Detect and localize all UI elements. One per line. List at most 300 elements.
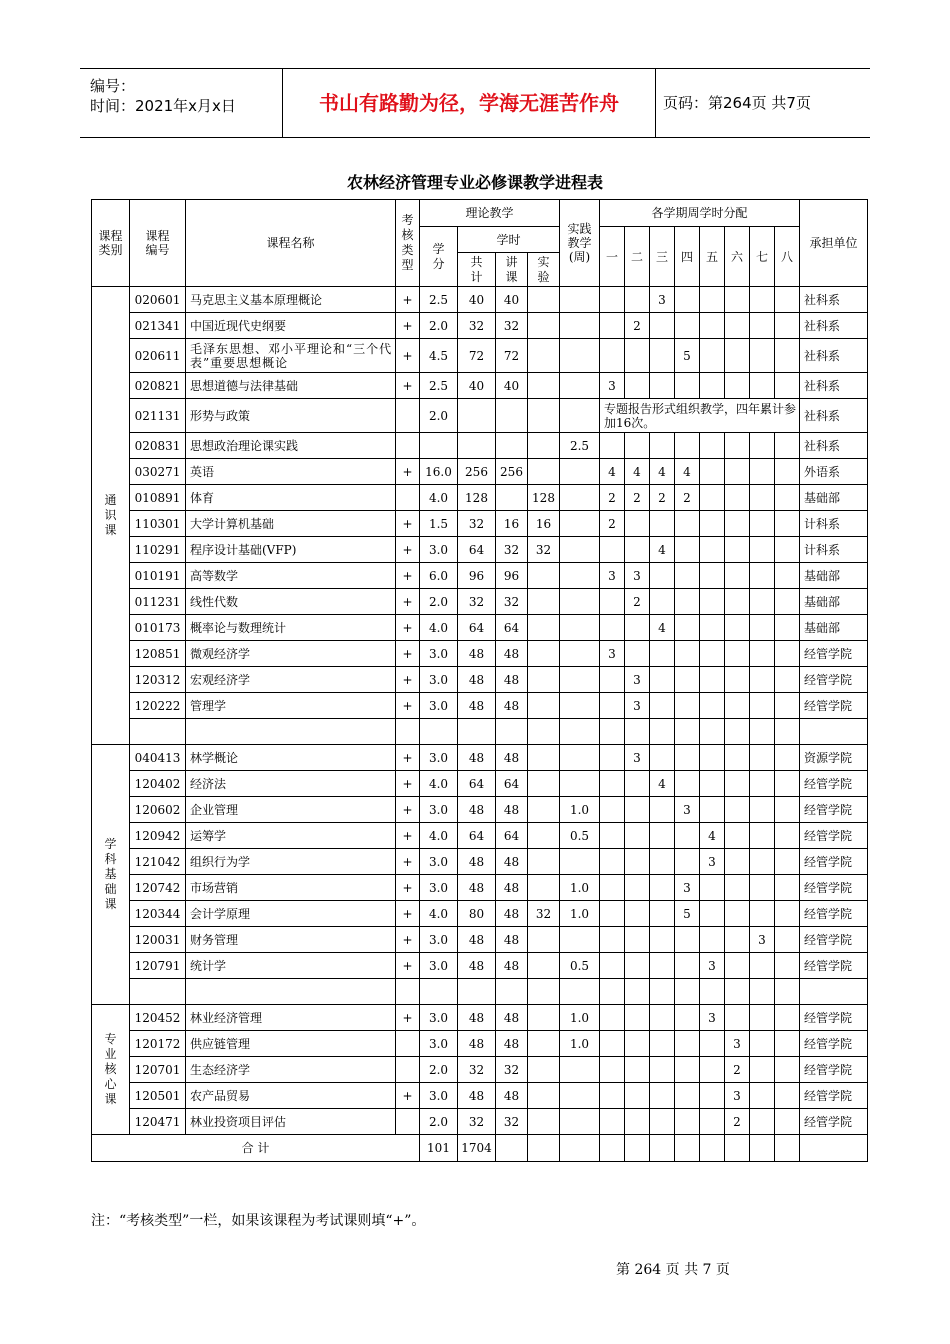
semester-cell: 4 xyxy=(650,537,675,563)
dept-cell: 社科系 xyxy=(800,313,868,339)
date-label: 时间：2021年x月x日 xyxy=(90,97,236,115)
semester-cell: 3 xyxy=(625,745,650,771)
lab-cell xyxy=(528,287,560,313)
total-cell: 32 xyxy=(458,1057,496,1083)
semester-cell: 5 xyxy=(675,901,700,927)
semester-cell xyxy=(675,953,700,979)
semester-cell xyxy=(700,433,725,459)
semester-cell: 3 xyxy=(700,953,725,979)
semester-cell xyxy=(650,927,675,953)
semester-cell xyxy=(675,615,700,641)
credits-cell xyxy=(420,979,458,1005)
semester-cell xyxy=(600,771,625,797)
semester-cell xyxy=(725,485,750,511)
practice-cell xyxy=(560,511,600,537)
semester-cell: 3 xyxy=(625,563,650,589)
code-cell: 020601 xyxy=(130,287,186,313)
name-cell: 英语 xyxy=(186,459,396,485)
table-row xyxy=(92,823,868,849)
semester-cell xyxy=(700,641,725,667)
name-cell: 组织行为学 xyxy=(186,849,396,875)
name-cell: 经济法 xyxy=(186,771,396,797)
total-cell: 64 xyxy=(458,615,496,641)
table-row xyxy=(92,901,868,927)
credits-cell xyxy=(420,719,458,745)
code-cell: 120402 xyxy=(130,771,186,797)
name-cell: 林学概论 xyxy=(186,745,396,771)
col-credits: 学分 xyxy=(420,227,458,287)
table-row xyxy=(92,641,868,667)
semester-cell xyxy=(625,953,650,979)
semester-cell xyxy=(750,823,775,849)
name-cell: 马克思主义基本原理概论 xyxy=(186,287,396,313)
semester-cell xyxy=(675,511,700,537)
name-cell: 宏观经济学 xyxy=(186,667,396,693)
credits-cell: 6.0 xyxy=(420,563,458,589)
lecture-cell: 48 xyxy=(496,1031,528,1057)
semester-cell xyxy=(625,373,650,399)
semester-cell xyxy=(600,875,625,901)
total-cell: 80 xyxy=(458,901,496,927)
dept-cell: 社科系 xyxy=(800,433,868,459)
name-cell: 生态经济学 xyxy=(186,1057,396,1083)
semester-cell xyxy=(725,771,750,797)
semester-cell xyxy=(775,433,800,459)
empty-cell xyxy=(800,1135,868,1162)
practice-cell: 1.0 xyxy=(560,797,600,823)
dept-cell: 经管学院 xyxy=(800,849,868,875)
semester-cell xyxy=(625,615,650,641)
semester-cell xyxy=(775,511,800,537)
lecture-cell: 40 xyxy=(496,287,528,313)
semester-cell xyxy=(775,313,800,339)
credits-cell: 3.0 xyxy=(420,927,458,953)
name-cell: 思想道德与法律基础 xyxy=(186,373,396,399)
sem-4: 四 xyxy=(675,227,700,287)
dept-cell: 经管学院 xyxy=(800,1083,868,1109)
semester-cell: 3 xyxy=(675,797,700,823)
semester-cell xyxy=(725,667,750,693)
practice-cell xyxy=(560,745,600,771)
total-credits: 101 xyxy=(420,1135,458,1162)
exam-cell xyxy=(396,1031,420,1057)
dept-cell: 社科系 xyxy=(800,287,868,313)
table-row xyxy=(92,373,868,399)
semester-cell xyxy=(750,771,775,797)
exam-cell: + xyxy=(396,901,420,927)
semester-cell: 2 xyxy=(675,485,700,511)
semester-cell xyxy=(750,485,775,511)
category-cell: 通识课 xyxy=(92,287,130,745)
semester-cell xyxy=(700,511,725,537)
semester-cell xyxy=(750,719,775,745)
lab-cell xyxy=(528,1109,560,1135)
semester-cell xyxy=(675,1005,700,1031)
code-cell: 010191 xyxy=(130,563,186,589)
practice-cell: 0.5 xyxy=(560,953,600,979)
semester-cell xyxy=(725,459,750,485)
empty-cell xyxy=(560,1135,600,1162)
semester-cell xyxy=(600,667,625,693)
page-footer: 第 264 页 共 7 页 xyxy=(616,1262,730,1278)
table-row xyxy=(92,979,868,1005)
credits-cell: 2.0 xyxy=(420,589,458,615)
empty-cell xyxy=(750,1135,775,1162)
empty-cell xyxy=(725,1135,750,1162)
semester-cell: 2 xyxy=(625,313,650,339)
semester-cell xyxy=(600,1005,625,1031)
total-cell: 48 xyxy=(458,875,496,901)
credits-cell: 3.0 xyxy=(420,667,458,693)
name-cell: 会计学原理 xyxy=(186,901,396,927)
practice-cell xyxy=(560,1083,600,1109)
name-cell: 运筹学 xyxy=(186,823,396,849)
table-row xyxy=(92,459,868,485)
dept-cell: 社科系 xyxy=(800,399,868,433)
lab-cell xyxy=(528,849,560,875)
semester-cell xyxy=(675,589,700,615)
semester-cell xyxy=(600,537,625,563)
exam-cell: + xyxy=(396,771,420,797)
lab-cell xyxy=(528,693,560,719)
semester-cell xyxy=(600,927,625,953)
semester-cell xyxy=(675,1031,700,1057)
semester-cell xyxy=(650,693,675,719)
lecture-cell xyxy=(496,485,528,511)
practice-cell: 1.0 xyxy=(560,875,600,901)
code-cell: 120452 xyxy=(130,1005,186,1031)
empty-cell xyxy=(700,1135,725,1162)
semester-cell xyxy=(700,615,725,641)
lecture-cell: 96 xyxy=(496,563,528,589)
credits-cell: 2.0 xyxy=(420,1109,458,1135)
semester-cell xyxy=(775,1109,800,1135)
name-cell: 财务管理 xyxy=(186,927,396,953)
table-row xyxy=(92,399,868,433)
code-cell xyxy=(130,979,186,1005)
code-cell: 110291 xyxy=(130,537,186,563)
exam-cell xyxy=(396,1057,420,1083)
semester-cell xyxy=(700,373,725,399)
semester-cell xyxy=(675,1057,700,1083)
semester-cell xyxy=(750,797,775,823)
col-practice: 实践教学(周) xyxy=(560,200,600,287)
total-cell: 32 xyxy=(458,589,496,615)
sem-3: 三 xyxy=(650,227,675,287)
empty-cell xyxy=(650,1135,675,1162)
code-cell: 010173 xyxy=(130,615,186,641)
dept-cell: 计科系 xyxy=(800,511,868,537)
exam-cell: + xyxy=(396,823,420,849)
semester-cell xyxy=(725,953,750,979)
exam-cell: + xyxy=(396,641,420,667)
semester-cell xyxy=(625,433,650,459)
semester-cell xyxy=(700,1031,725,1057)
semester-cell xyxy=(750,563,775,589)
exam-cell: + xyxy=(396,459,420,485)
credits-cell: 2.0 xyxy=(420,1057,458,1083)
semester-cell: 4 xyxy=(625,459,650,485)
semester-cell xyxy=(700,719,725,745)
credits-cell: 3.0 xyxy=(420,1031,458,1057)
semester-cell xyxy=(675,745,700,771)
exam-cell xyxy=(396,719,420,745)
semester-cell xyxy=(700,287,725,313)
semester-cell xyxy=(750,339,775,373)
semester-cell xyxy=(650,641,675,667)
semester-cell xyxy=(775,667,800,693)
exam-cell: + xyxy=(396,667,420,693)
total-cell: 64 xyxy=(458,771,496,797)
dept-cell: 基础部 xyxy=(800,563,868,589)
col-name: 课程名称 xyxy=(186,200,396,287)
semester-cell xyxy=(750,589,775,615)
lab-cell xyxy=(528,1057,560,1083)
lab-cell xyxy=(528,615,560,641)
semester-cell xyxy=(675,287,700,313)
exam-cell: + xyxy=(396,797,420,823)
semester-cell xyxy=(700,979,725,1005)
semester-cell xyxy=(700,667,725,693)
dept-cell: 外语系 xyxy=(800,459,868,485)
table-row xyxy=(92,287,868,313)
semester-cell xyxy=(600,745,625,771)
exam-cell: + xyxy=(396,537,420,563)
table-row xyxy=(92,1083,868,1109)
practice-cell: 0.5 xyxy=(560,823,600,849)
semester-cell xyxy=(775,745,800,771)
name-cell: 思想政治理论课实践 xyxy=(186,433,396,459)
practice-cell xyxy=(560,459,600,485)
table-row xyxy=(92,433,868,459)
semester-cell xyxy=(675,927,700,953)
semester-cell: 2 xyxy=(600,511,625,537)
lecture-cell: 48 xyxy=(496,1005,528,1031)
code-cell: 120701 xyxy=(130,1057,186,1083)
dept-cell: 社科系 xyxy=(800,339,868,373)
semester-cell xyxy=(625,641,650,667)
table-row xyxy=(92,693,868,719)
semester-cell xyxy=(650,719,675,745)
semester-cell xyxy=(600,589,625,615)
lecture-cell: 64 xyxy=(496,771,528,797)
name-cell: 体育 xyxy=(186,485,396,511)
semester-cell xyxy=(725,693,750,719)
empty-cell xyxy=(528,1135,560,1162)
code-cell: 030271 xyxy=(130,459,186,485)
credits-cell: 3.0 xyxy=(420,693,458,719)
table-row xyxy=(92,563,868,589)
exam-cell: + xyxy=(396,849,420,875)
table-row xyxy=(92,849,868,875)
semester-cell xyxy=(725,719,750,745)
total-cell: 32 xyxy=(458,313,496,339)
semester-cell xyxy=(750,1005,775,1031)
table-row xyxy=(92,1109,868,1135)
category-cell: 学科基础课 xyxy=(92,745,130,1005)
semester-cell xyxy=(750,1031,775,1057)
table-row xyxy=(92,953,868,979)
sem-6: 六 xyxy=(725,227,750,287)
dept-cell: 经管学院 xyxy=(800,875,868,901)
credits-cell: 4.0 xyxy=(420,615,458,641)
exam-cell: + xyxy=(396,313,420,339)
lab-cell xyxy=(528,399,560,433)
semester-cell xyxy=(750,1109,775,1135)
practice-cell xyxy=(560,771,600,797)
code-cell: 120791 xyxy=(130,953,186,979)
dept-cell: 经管学院 xyxy=(800,1057,868,1083)
col-code: 课程编号 xyxy=(130,200,186,287)
table-row xyxy=(92,313,868,339)
dept-cell: 经管学院 xyxy=(800,667,868,693)
practice-cell: 1.0 xyxy=(560,1005,600,1031)
sem-7: 七 xyxy=(750,227,775,287)
table-row xyxy=(92,1005,868,1031)
total-cell: 256 xyxy=(458,459,496,485)
semester-cell xyxy=(725,797,750,823)
exam-cell: + xyxy=(396,287,420,313)
dept-cell: 经管学院 xyxy=(800,901,868,927)
semester-cell xyxy=(775,287,800,313)
semester-cell: 3 xyxy=(700,1005,725,1031)
dept-cell: 经管学院 xyxy=(800,797,868,823)
lecture-cell: 48 xyxy=(496,641,528,667)
dept-cell: 基础部 xyxy=(800,589,868,615)
semester-cell xyxy=(725,979,750,1005)
semester-cell xyxy=(725,433,750,459)
lecture-cell: 48 xyxy=(496,797,528,823)
total-cell: 40 xyxy=(458,287,496,313)
exam-cell: + xyxy=(396,953,420,979)
name-cell: 供应链管理 xyxy=(186,1031,396,1057)
lecture-cell: 48 xyxy=(496,745,528,771)
semester-cell xyxy=(700,537,725,563)
lab-cell xyxy=(528,433,560,459)
semester-cell xyxy=(625,1083,650,1109)
total-cell: 40 xyxy=(458,373,496,399)
practice-cell xyxy=(560,287,600,313)
table-row xyxy=(92,511,868,537)
practice-cell xyxy=(560,339,600,373)
total-cell: 72 xyxy=(458,339,496,373)
exam-cell: + xyxy=(396,615,420,641)
practice-cell xyxy=(560,563,600,589)
lab-cell xyxy=(528,1005,560,1031)
semester-cell xyxy=(750,1057,775,1083)
lab-cell xyxy=(528,641,560,667)
semester-cell xyxy=(725,823,750,849)
practice-cell xyxy=(560,313,600,339)
semester-cell xyxy=(675,313,700,339)
semester-cell xyxy=(700,563,725,589)
lab-cell xyxy=(528,823,560,849)
semester-cell: 4 xyxy=(600,459,625,485)
name-cell: 形势与政策 xyxy=(186,399,396,433)
table-row xyxy=(92,797,868,823)
credits-cell: 2.5 xyxy=(420,287,458,313)
code-cell: 120344 xyxy=(130,901,186,927)
lecture-cell: 48 xyxy=(496,927,528,953)
semester-cell xyxy=(650,1031,675,1057)
semester-cell xyxy=(775,1057,800,1083)
table-row xyxy=(92,1031,868,1057)
sem-1: 一 xyxy=(600,227,625,287)
exam-cell xyxy=(396,433,420,459)
exam-cell xyxy=(396,979,420,1005)
semester-cell xyxy=(775,771,800,797)
total-cell: 48 xyxy=(458,1031,496,1057)
semester-cell xyxy=(625,511,650,537)
total-cell: 48 xyxy=(458,797,496,823)
code-cell: 110301 xyxy=(130,511,186,537)
semester-cell xyxy=(700,1083,725,1109)
semester-cell xyxy=(775,823,800,849)
semester-cell xyxy=(750,667,775,693)
code-cell xyxy=(130,719,186,745)
credits-cell: 3.0 xyxy=(420,953,458,979)
lecture-cell: 48 xyxy=(496,901,528,927)
total-cell: 32 xyxy=(458,511,496,537)
semester-cell xyxy=(775,615,800,641)
total-cell: 48 xyxy=(458,693,496,719)
semester-cell xyxy=(650,823,675,849)
code-cell: 011231 xyxy=(130,589,186,615)
exam-cell: + xyxy=(396,511,420,537)
page-header xyxy=(80,68,870,138)
semester-cell: 5 xyxy=(675,339,700,373)
semester-cell: 2 xyxy=(650,485,675,511)
table-row xyxy=(92,667,868,693)
exam-cell: + xyxy=(396,563,420,589)
total-cell: 48 xyxy=(458,745,496,771)
practice-cell xyxy=(560,485,600,511)
practice-cell: 1.0 xyxy=(560,1031,600,1057)
semester-cell xyxy=(675,823,700,849)
exam-cell: + xyxy=(396,589,420,615)
lecture-cell: 48 xyxy=(496,875,528,901)
total-cell: 64 xyxy=(458,823,496,849)
semester-cell xyxy=(725,511,750,537)
semester-cell xyxy=(625,339,650,373)
semester-cell xyxy=(725,927,750,953)
semester-cell xyxy=(650,901,675,927)
semester-cell: 3 xyxy=(600,641,625,667)
lab-cell xyxy=(528,927,560,953)
credits-cell: 2.0 xyxy=(420,399,458,433)
lab-cell xyxy=(528,979,560,1005)
empty-cell xyxy=(625,1135,650,1162)
semester-cell: 4 xyxy=(700,823,725,849)
semester-cell xyxy=(625,849,650,875)
credits-cell: 3.0 xyxy=(420,1005,458,1031)
exam-cell: + xyxy=(396,875,420,901)
semester-cell xyxy=(675,771,700,797)
semester-cell xyxy=(650,953,675,979)
col-exam: 考核类型 xyxy=(396,200,420,287)
table-row xyxy=(92,927,868,953)
practice-cell: 1.0 xyxy=(560,901,600,927)
lecture-cell: 64 xyxy=(496,823,528,849)
semester-cell xyxy=(625,875,650,901)
semester-cell xyxy=(675,641,700,667)
code-cell: 120172 xyxy=(130,1031,186,1057)
semester-cell xyxy=(625,719,650,745)
semester-cell xyxy=(775,901,800,927)
semester-cell xyxy=(600,339,625,373)
semester-cell xyxy=(750,433,775,459)
semester-cell xyxy=(725,563,750,589)
